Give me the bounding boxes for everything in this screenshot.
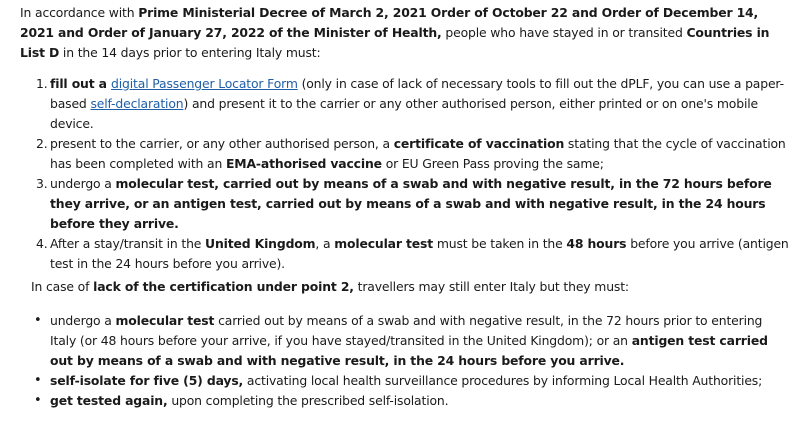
item-number: 2. bbox=[36, 136, 48, 151]
item-text: , a bbox=[315, 236, 335, 251]
lack-text-1: In case of bbox=[31, 279, 94, 294]
molecular-test: molecular test bbox=[334, 236, 434, 251]
certificate-of-vaccination: certificate of vaccination bbox=[393, 136, 565, 151]
intro-text-2: people who have stayed in or transited bbox=[441, 25, 687, 40]
self-declaration-link[interactable]: self-declaration bbox=[90, 96, 184, 111]
intro-decree-reference: Prime Ministerial Decree of March 2, 2021 Order of October 22 and Order of December 14, 2021 and Order of January 27, 2022 of the Minister of Health, bbox=[20, 5, 759, 40]
list-item bbox=[20, 311, 792, 371]
list-item bbox=[20, 234, 792, 274]
item-number: 4. bbox=[36, 236, 48, 251]
get-tested-again: get tested again, bbox=[50, 393, 168, 408]
passenger-locator-form-link[interactable]: digital Passenger Locator Form bbox=[111, 76, 298, 91]
list-item bbox=[20, 134, 792, 174]
list-item bbox=[20, 391, 792, 411]
lack-certification-bold: lack of the certification under point 2, bbox=[93, 279, 354, 294]
item-text: undergo a bbox=[50, 313, 116, 328]
intro-paragraph bbox=[20, 3, 792, 63]
item-text: carried out by means of a swab and with negative result, in the 72 hours prior to entering Italy (or 48 hours before your arrive, if you have stayed/transited in the United Kingdom); or an bbox=[50, 313, 763, 348]
item-text: activating local health surveillance procedures by informing Local Health Authorities; bbox=[243, 373, 763, 388]
bullet-icon: • bbox=[34, 393, 42, 408]
self-isolate: self-isolate for five (5) days, bbox=[50, 373, 244, 388]
bullet-icon: • bbox=[34, 373, 42, 388]
item-text: undergo a bbox=[50, 176, 116, 191]
item-bold: fill out a bbox=[50, 76, 112, 91]
lack-text-2: travellers may still enter Italy but they must: bbox=[353, 279, 629, 294]
list-item bbox=[20, 371, 792, 391]
united-kingdom: United Kingdom bbox=[205, 236, 316, 251]
antigen-test: antigen test carried out by means of a swab and with negative result, in the 24 hours before you arrive. bbox=[50, 333, 768, 368]
alternative-requirements-list bbox=[20, 311, 792, 411]
item-text: stating that the cycle of vaccination has been completed with an bbox=[50, 136, 786, 171]
list-item bbox=[20, 174, 792, 234]
item-text: must be taken in the bbox=[433, 236, 567, 251]
item-text: before you arrive (antigen test in the 24 hours before you arrive). bbox=[50, 236, 789, 271]
item-text: (only in case of lack of necessary tools to fill out the dPLF, you can use a paper-based bbox=[50, 76, 784, 111]
item-number: 1. bbox=[36, 76, 48, 91]
item-number: 3. bbox=[36, 176, 48, 191]
intro-text-3: in the 14 days prior to entering Italy must: bbox=[59, 45, 321, 60]
item-text: upon completing the prescribed self-isolation. bbox=[167, 393, 449, 408]
intro-text-1: In accordance with bbox=[20, 5, 139, 20]
bullet-icon: • bbox=[34, 313, 42, 328]
test-requirement: molecular test, carried out by means of a swab and with negative result, in the 72 hours before they arrive, or an antigen test, carried out by means of a swab and with negative result, in the 24 hours before they arrive. bbox=[50, 176, 772, 231]
lack-of-certification-paragraph bbox=[31, 277, 791, 297]
item-text: After a stay/transit in the bbox=[50, 236, 206, 251]
list-item bbox=[20, 74, 792, 134]
forty-eight-hours: 48 hours bbox=[566, 236, 627, 251]
ema-authorised-vaccine: EMA-athorised vaccine bbox=[225, 156, 382, 171]
requirements-list bbox=[20, 74, 792, 274]
item-text: ) and present it to the carrier or any other authorised person, either printed or on one's mobile device. bbox=[50, 96, 759, 131]
intro-list-d: Countries in List D bbox=[20, 25, 770, 60]
item-text: or EU Green Pass proving the same; bbox=[381, 156, 604, 171]
molecular-test: molecular test bbox=[115, 313, 215, 328]
item-text: present to the carrier, or any other authorised person, a bbox=[50, 136, 394, 151]
